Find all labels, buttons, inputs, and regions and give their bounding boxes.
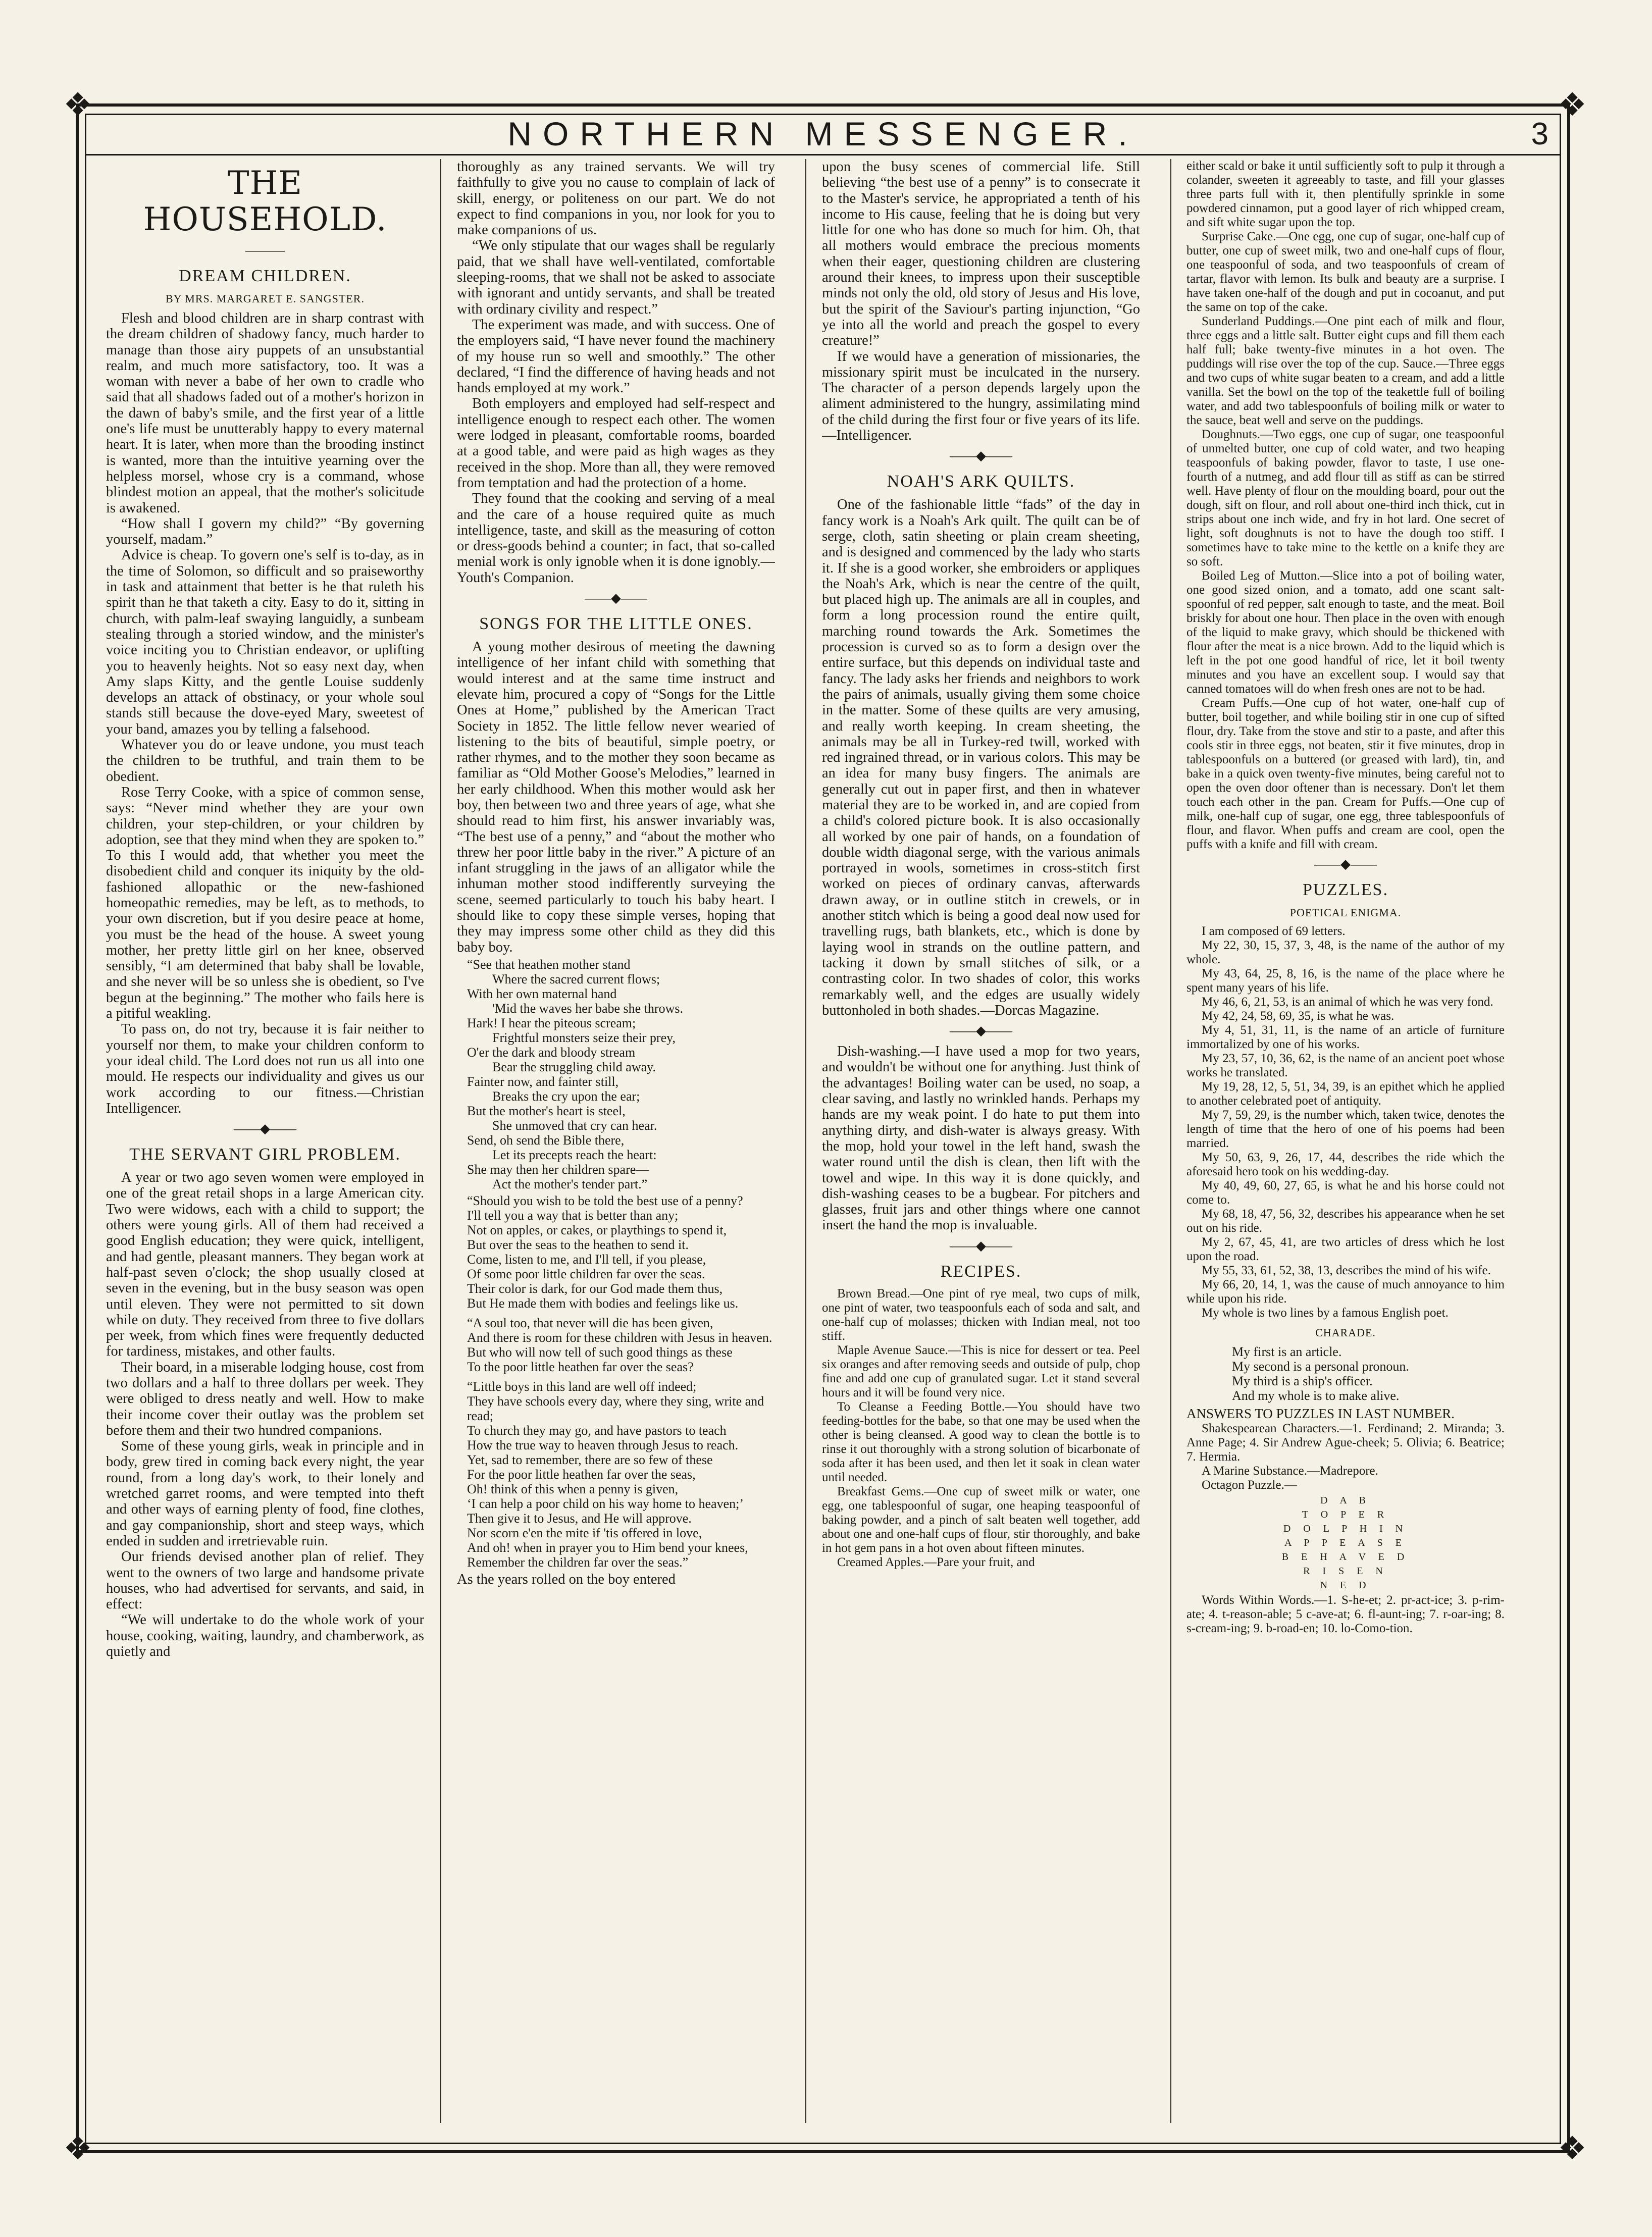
byline: BY MRS. MARGARET E. SANGSTER. bbox=[166, 292, 365, 305]
divider-ornament-icon: ——— bbox=[245, 243, 285, 257]
article-title: DREAM CHILDREN. bbox=[179, 267, 351, 285]
poem-line: With her own maternal hand bbox=[467, 986, 617, 1001]
paragraph: If we would have a generation of missionaries, the missionary spirit must be inculcated in the nursery. The character of a person depends largely upon the aliment administered to the hungry, assimilating mind of the child during the first four or five years of its life.—Intelligencer. bbox=[822, 348, 1140, 444]
article-title: RECIPES. bbox=[940, 1262, 1022, 1281]
enigma-line: My 42, 24, 58, 69, 35, is what he was. bbox=[1202, 1009, 1395, 1023]
octagon-row: D A B bbox=[1320, 1495, 1371, 1506]
recipe: To Cleanse a Feeding Bottle.—You should have two feeding-bottles for the babe, so that one may be used when the other is being cleansed. A good way to clean the bottle is to rinse it out thoroughly with a strong solution of bicarbonate of soda after it has been used, and then let it soak in clean water until needed. bbox=[822, 1399, 1140, 1484]
enigma-line: My 19, 28, 12, 5, 51, 34, 39, is an epithet which he applied to another celebrated poet of antiquity. bbox=[1186, 1080, 1505, 1108]
poem-line: But over the seas to the heathen to send it. bbox=[467, 1237, 689, 1252]
poem-line: Their color is dark, for our God made them thus, bbox=[467, 1281, 723, 1296]
poem-line: Of some poor little children far over the seas. bbox=[467, 1266, 705, 1281]
divider-ornament-icon: ——◆—— bbox=[234, 1121, 296, 1136]
recipe: Cream Puffs.—One cup of hot water, one-half cup of butter, boil together, and while boiling stir in one cup of sifted flour, dry. Take from the stove and stir to a paste, and after this cools stir in three eggs, not beaten, stir it five minutes, drop in tablespoonfuls on a buttered (or greased with lard), tin, and bake in a quick oven twenty-five minutes, being careful not to open the oven door oftener than is necessary. Don't let them touch each other in the pan. Cream for Puffs.—One cup of milk, one-half cup of sugar, one egg, three tablespoonfuls of flour, and flavor. When puffs and cream are cool, open the puffs with a knife and fill with cream. bbox=[1186, 696, 1505, 851]
paragraph: “How shall I govern my child?” “By governing yourself, madam.” bbox=[106, 515, 424, 548]
enigma-line: My 68, 18, 47, 56, 32, describes his appearance when he set out on his ride. bbox=[1186, 1207, 1505, 1235]
poem-line: 'Mid the waves her babe she throws. bbox=[492, 1001, 683, 1016]
enigma-line: I am composed of 69 letters. bbox=[1202, 924, 1346, 938]
answer: Shakespearean Characters.—1. Ferdinand; 2. Miranda; 3. Anne Page; 4. Sir Andrew Ague-cheek; 5. Olivia; 6. Beatrice; 7. Hermia. bbox=[1186, 1422, 1505, 1464]
column-divider bbox=[805, 159, 806, 2123]
paragraph: Dish-washing.—I have used a mop for two years, and wouldn't be without one for anything. Just think of the advantages! Boiling water can be used, no soap, a clear saving, and lastly no wrinkled hands. Perhaps my hands are my weak point. I do hate to put them into anything dirty, and dish-water is always greasy. With the mop, hold your towel in the left hand, swash the water round until the dish is clean, then lift with the towel and wipe. In this way it is done quickly, and dish-washing ceases to be a bugbear. For pitchers and glasses, fruit jars and other things where one cannot insert the hand the mop is invaluable. bbox=[822, 1044, 1140, 1233]
poem-line: “Should you wish to be told the best use of a penny? bbox=[467, 1193, 743, 1208]
paragraph: upon the busy scenes of commercial life. Still believing “the best use of a penny” is to consecrate it to the Master's service, he appropriated a tenth of his income to His cause, feeling that he is doing but very little for one who has done so much for him. Oh, that all mothers would embrace the precious moments when their eager, questioning children are clustering around their knees, to impress upon their susceptible minds not only the old, old story of Jesus and His love, but the spirit of the Saviour's parting injunction, “Go ye into all the world and preach the gospel to every creature!” bbox=[822, 159, 1140, 349]
divider-ornament-icon: ——◆—— bbox=[950, 1238, 1012, 1253]
recipe: Surprise Cake.—One egg, one cup of sugar, one-half cup of butter, one cup of sweet milk, two and one-half cups of flour, one teaspoonful of soda, and two teaspoonfuls of cream of tartar, flavor with lemon. Its bulk and beauty are a surprise. I have taken one-half of the dough and put in cocoanut, and put the same on top of the cake. bbox=[1186, 230, 1505, 314]
octagon-row: T O P E R bbox=[1302, 1509, 1389, 1521]
corner-ornament-icon: ❖ bbox=[63, 86, 92, 124]
poem-line: But who will now tell of such good things as these bbox=[467, 1344, 733, 1360]
recipe: Sunderland Puddings.—One pint each of milk and flour, three eggs and a little salt. Butter eight cups and fill them each half full; bake twenty-five minutes in a hot oven. The puddings will rise over the top of the cup. Sauce.—Three eggs and two cups of white sugar beaten to a cream, and add a little vanilla. Set the bowl on the top of the teakettle full of boiling water, and add two tablespoonfuls of boiling milk or water to the sauce, beat well and serve on the puddings. bbox=[1186, 315, 1505, 427]
divider-ornament-icon: ——◆—— bbox=[950, 448, 1012, 463]
poem-line: Yet, sad to remember, there are so few of these bbox=[467, 1452, 713, 1467]
column-4 bbox=[1186, 159, 1505, 2123]
poem bbox=[467, 1193, 775, 1570]
poem-line: I'll tell you a way that is better than any; bbox=[467, 1208, 679, 1223]
poem-line: Send, oh send the Bible there, bbox=[467, 1132, 625, 1148]
poem-line: Hark! I hear the piteous scream; bbox=[467, 1015, 636, 1030]
octagon-row: N E D bbox=[1320, 1580, 1371, 1591]
poem-line: She unmoved that cry can hear. bbox=[492, 1118, 657, 1133]
paragraph: They found that the cooking and serving of a meal and the care of a house required quite as much intelligence, taste, and skill as the measuring of cotton or dress-goods behind a counter; in fact, that so-called menial work is only ignoble when it is done ignobly.—Youth's Companion. bbox=[457, 491, 775, 586]
poem-line: O'er the dark and bloody stream bbox=[467, 1045, 636, 1060]
divider-ornament-icon: ——◆—— bbox=[1314, 857, 1377, 871]
paragraph: The experiment was made, and with success. One of the employers said, “I have never found the machinery of my house run so well and smoothly.” The other declared, “I find the difference of having heads and not hands employed at my work.” bbox=[457, 317, 775, 396]
recipe: Boiled Leg of Mutton.—Slice into a pot of boiling water, one good sized onion, and a tomato, add one scant salt-spoonful of red pepper, salt enough to taste, and the meat. Boil briskly for about one hour. Then place in the oven with enough of the liquid to make gravy, which should be thickened with flour after the meat is a nice brown. Add to the liquid which is left in the pot one good handful of rice, let it boil twenty minutes and you have an excellent soup. I would say that canned tomatoes will do when fresh ones are not to be had. bbox=[1186, 569, 1505, 696]
page-number: 3 bbox=[1531, 117, 1548, 151]
poem-line: Then give it to Jesus, and He will approve. bbox=[467, 1511, 692, 1526]
subheading: POETICAL ENIGMA. bbox=[1289, 906, 1402, 919]
charade-line: My second is a personal pronoun. bbox=[1232, 1359, 1409, 1374]
poem-line: But the mother's heart is steel, bbox=[467, 1103, 626, 1118]
paragraph: Both employers and employed had self-respect and intelligence enough to respect each other. The women were lodged in pleasant, comfortable rooms, boarded at a good table, and were paid as high wages as they received in the shop. More than all, they were removed from temptation and had the protection of a home. bbox=[457, 396, 775, 491]
article-title: SONGS FOR THE LITTLE ONES. bbox=[479, 614, 753, 634]
charade-line: My first is an article. bbox=[1232, 1344, 1342, 1359]
masthead-rule bbox=[86, 154, 1560, 155]
subheading: CHARADE. bbox=[1315, 1326, 1376, 1339]
column-divider bbox=[440, 159, 441, 2123]
paragraph: A young mother desirous of meeting the dawning intelligence of her infant child with something that would interest and at the same time instruct and elevate him, procured a copy of “Songs for the Little Ones at Home,” published by the American Tract Society in 1852. The little fellow never wearied of listening to the bits of beautiful, simple poetry, or rather rhymes, and to the mother they soon became as familiar as “Old Mother Goose's Melodies,” learned in her early childhood. When this mother would ask her boy, then between two and three years of age, what she should read to him first, his answer invariably was, “The best use of a penny,” and “about the mother who threw her poor little baby in the river.” A picture of an infant struggling in the jaws of an alligator while the inhuman mother stood indifferently surveying the scene, seemed particularly to touch his baby heart. I should like to copy these simple verses, hoping that they may impress some other child as they did this baby boy. bbox=[457, 639, 775, 955]
charade bbox=[1232, 1344, 1505, 1403]
recipe: Maple Avenue Sauce.—This is nice for dessert or tea. Peel six oranges and after removing seeds and outside of pulp, chop fine and add one cup of granulated sugar. Let it stand several hours and it will be found very nice. bbox=[822, 1343, 1140, 1399]
poem-line: Breaks the cry upon the ear; bbox=[492, 1088, 640, 1104]
column-divider bbox=[1170, 159, 1171, 2123]
answer: A Marine Substance.—Madrepore. bbox=[1202, 1464, 1378, 1478]
article-title: THE SERVANT GIRL PROBLEM. bbox=[129, 1145, 401, 1164]
enigma-line: My 66, 20, 14, 1, was the cause of much annoyance to him while upon his ride. bbox=[1186, 1278, 1505, 1306]
poem-line: And oh! when in prayer you to Him bend your knees, bbox=[467, 1540, 748, 1555]
poem-line: “See that heathen mother stand bbox=[467, 957, 631, 972]
paragraph: Our friends devised another plan of relief. They went to the owners of two large and handsome private houses, who had advertised for servants, and said, in effect: bbox=[106, 1549, 424, 1612]
paragraph: Their board, in a miserable lodging house, cost from two dollars and a half to three dollars per week. They were obliged to dress neatly and well. How to make their income cover their outlay was the problem set before them and their two hundred companions. bbox=[106, 1359, 424, 1438]
poem-line: But He made them with bodies and feelings like us. bbox=[467, 1295, 739, 1311]
poem-line: Nor scorn e'en the mite if 'tis offered in love, bbox=[467, 1525, 702, 1540]
paragraph: Advice is cheap. To govern one's self is to-day, as in the time of Solomon, so difficult and so praiseworthy in task and attainment that better is he that ruleth his spirit than he that taketh a city. Easy to do it, sitting in church, with palm-leaf swaying languidly, a sunbeam stealing through a storied window, and the minister's voice inciting you to Christian endeavor, or uplifting you to heavenly heights. Not so easy next day, when Amy slaps Kitty, and the gentle Louise suddenly develops an attack of obstinacy, or your whole soul stands still because the dove-eyed Mary, sweetest of your band, amazes you by telling a falsehood. bbox=[106, 547, 424, 737]
enigma-line: My 4, 51, 31, 11, is the name of an article of furniture immortalized by one of his works. bbox=[1186, 1023, 1505, 1051]
octagon-row: A P P E A S E bbox=[1284, 1537, 1407, 1549]
poem bbox=[467, 957, 775, 1191]
recipe: Breakfast Gems.—One cup of sweet milk or water, one egg, one tablespoonful of sugar, one heaping teaspoonful of baking powder, and a pinch of salt beaten well together, add about one and one-half cups of flour, stir thoroughly, and bake in hot gem pans in a hot oven about fifteen minutes. bbox=[822, 1484, 1140, 1555]
enigma-line: My whole is two lines by a famous English poet. bbox=[1202, 1306, 1449, 1320]
poem-line: She may then her children spare— bbox=[467, 1162, 649, 1177]
poem-line: “A soul too, that never will die has been given, bbox=[467, 1315, 713, 1330]
corner-ornament-icon: ❖ bbox=[63, 2130, 92, 2167]
paragraph: One of the fashionable little “fads” of the day in fancy work is a Noah's Ark quilt. The quilt can be of serge, cloth, satin sheeting or plain cream sheeting, and is designed and commenced by the lady who starts it. If she is a good worker, she embroiders or appliques the Noah's Ark, which is near the centre of the quilt, but placed high up. The animals are all in couples, and form a long procession round the entire quilt, marching round towards the Ark. Sometimes the procession is curved so as to form a design over the entire surface, but this depends on individual taste and fancy. The lady asks her friends and neighbors to work the pairs of animals, usually giving them some choice in the matter. Some of these quilts are very amusing, and really worth keeping. In cream sheeting, the animals may be all in Turkey-red twill, worked with red ingrained thread, or in various colors. This may be an idea for many busy fingers. The animals are generally cut out in paper first, and then in whatever material they are to be worked in, and are copied from a child's colored picture book. It is also occasionally all worked by one pair of hands, on a foundation of double width diagonal serge, with the various animals portrayed in wools, sometimes in cross-stitch first worked on pieces of ordinary canvas, afterwards drawn away, or in outline stitch in crewels, or in another stitch which is being a good deal now used for travelling rugs, bath blankets, etc., which is done by laying wool in strands on the outline pattern, and tacking it down by small stitches of silk, or a contrasting color. In two shades of color, this works remarkably well, and the edges are usually widely buttonholed in both shades.—Dorcas Magazine. bbox=[822, 497, 1140, 1018]
column-1 bbox=[106, 159, 424, 2123]
column-2 bbox=[457, 159, 775, 2123]
poem-line: “Little boys in this land are well off indeed; bbox=[467, 1379, 697, 1394]
poem-line: For the poor little heathen far over the seas, bbox=[467, 1467, 696, 1482]
divider-ornament-icon: ——◆—— bbox=[585, 591, 647, 606]
answers-title: ANSWERS TO PUZZLES IN LAST NUMBER. bbox=[1186, 1406, 1455, 1421]
paragraph: “We will undertake to do the whole work of your house, cooking, waiting, laundry, and chamberwork, as quietly and bbox=[106, 1612, 424, 1660]
paragraph: To pass on, do not try, because it is fair neither to yourself nor them, to make your children conform to your ideal child. The Lord does not run us all into one mould. He respects our individuality and gives us our work according to our fitness.—Christian Intelligencer. bbox=[106, 1021, 424, 1116]
poem-line: Oh! think of this when a penny is given, bbox=[467, 1481, 679, 1496]
enigma-line: My 43, 64, 25, 8, 16, is the name of the place where he spent many years of his life. bbox=[1186, 967, 1505, 995]
section-title: THE HOUSEHOLD. bbox=[143, 165, 387, 238]
enigma-line: My 23, 57, 10, 36, 62, is the name of an ancient poet whose works he translated. bbox=[1186, 1052, 1505, 1079]
article-title: NOAH'S ARK QUILTS. bbox=[887, 472, 1075, 491]
poem-line: Act the mother's tender part.” bbox=[492, 1176, 648, 1191]
poem-line: Fainter now, and fainter still, bbox=[467, 1074, 619, 1089]
paragraph: Rose Terry Cooke, with a spice of common sense, says: “Never mind whether they are your own children, your step-children, or your children by adoption, see that they mind when they are spoken to.” To this I would add, that whether you meet the disobedient child and conquer its iniquity by the old-fashioned allopathic or the new-fashioned homeopathic remedies, may be left, as to methods, to your own discretion, but if you desire peace at home, you must be the head of the house. A sweet young mother, her pretty little girl on her knee, observed sensibly, “I am determined that baby shall be lovable, and she never will be so unless she is obedient, so I've begun at the beginning.” The mother who fails here is a pitiful weakling. bbox=[106, 784, 424, 1022]
recipe: Doughnuts.—Two eggs, one cup of sugar, one teaspoonful of unmelted butter, one cup of cold water, and two heaping teaspoonfuls of baking powder, flavor to taste, I use one-fourth of a nutmeg, and add flour till as stiff as can be stirred well. Have plenty of flour on the moulding board, pour out the dough, sift on flour, and roll about one-third inch thick, cut in strips about one inch wide, and fry in hot lard. One secret of light, soft doughnuts is not to have the dough too stiff. I sometimes have to take mine to the kettle on a knife they are so soft. bbox=[1186, 428, 1505, 568]
enigma-line: My 55, 33, 61, 52, 38, 13, describes the mind of his wife. bbox=[1202, 1264, 1491, 1277]
enigma-line: My 7, 59, 29, is the number which, taken twice, denotes the length of time that the hero of one of his poems had been married. bbox=[1186, 1108, 1505, 1150]
poem-line: To the poor little heathen far over the seas? bbox=[467, 1359, 694, 1374]
article-title: PUZZLES. bbox=[1303, 880, 1388, 899]
poem-line: Where the sacred current flows; bbox=[492, 971, 660, 986]
divider-ornament-icon: ——◆—— bbox=[950, 1023, 1012, 1038]
paragraph: As the years rolled on the boy entered bbox=[457, 1571, 676, 1587]
octagon-row: R I S E N bbox=[1303, 1566, 1388, 1577]
poem-line: Not on apples, or cakes, or playthings to spend it, bbox=[467, 1222, 727, 1237]
poem-line: They have schools every day, where they sing, write and read; bbox=[467, 1393, 764, 1423]
poem-line: Come, listen to me, and I'll tell, if you please, bbox=[467, 1252, 706, 1267]
corner-ornament-icon: ❖ bbox=[1558, 86, 1587, 124]
corner-ornament-icon: ❖ bbox=[1558, 2130, 1587, 2167]
poem-line: Remember the children far over the seas.” bbox=[467, 1554, 689, 1570]
poem-line: Let its precepts reach the heart: bbox=[492, 1147, 657, 1162]
paragraph: A year or two ago seven women were employed in one of the great retail shops in a large American city. Two were widows, each with a child to support; the others were young girls. All of them had received a good English education; they were quick, intelligent, and had gentle, pleasant manners. They began work at half-past seven o'clock; the shop usually closed at seven in the evening, but in the busy season was open until eleven. They were not permitted to sit down while on duty. They received from three to five dollars per week, from which fines were frequently deducted for tardiness, mistakes, and other faults. bbox=[106, 1170, 424, 1360]
poem-line: And there is room for these children with Jesus in heaven. bbox=[467, 1330, 772, 1345]
answer: Octagon Puzzle.— bbox=[1202, 1478, 1297, 1492]
enigma-line: My 22, 30, 15, 37, 3, 48, is the name of the author of my whole. bbox=[1186, 939, 1505, 966]
poem-line: ‘I can help a poor child on his way home to heaven;’ bbox=[467, 1496, 744, 1511]
octagon-row: D O L P H I N bbox=[1283, 1523, 1408, 1535]
enigma-line: My 50, 63, 9, 26, 17, 44, describes the ride which the aforesaid hero took on his wedding-day. bbox=[1186, 1151, 1505, 1178]
answer: Words Within Words.—1. S-he-et; 2. pr-act-ice; 3. p-rim-ate; 4. t-reason-able; 5 c-ave-at; 6. fl-aunt-ing; 7. r-oar-ing; 8. s-cream-ing; 9. b-road-en; 10. lo-Como-tion. bbox=[1186, 1593, 1505, 1636]
poem-line: Frightful monsters seize their prey, bbox=[492, 1030, 676, 1045]
enigma-line: My 46, 6, 21, 53, is an animal of which he was very fond. bbox=[1202, 995, 1493, 1009]
paragraph: “We only stipulate that our wages shall be regularly paid, that we shall have well-ventilated, comfortable sleeping-rooms, that we shall not be asked to associate with ignorant and untidy servants, and shall be treated with ordinary civility and respect.” bbox=[457, 238, 775, 317]
poem-line: Bear the struggling child away. bbox=[492, 1059, 656, 1074]
paragraph: Flesh and blood children are in sharp contrast with the dream children of shadowy fancy, much harder to manage than those airy puppets of an unsubstantial realm, and much more satisfactory, too. It was a woman with never a babe of her own to cradle who said that all shadows faded out of a mother's horizon in the dawn of baby's smile, and the first year of a little one's life must be unutterably happy to every maternal heart. It is later, when more than the brooding instinct is wanted, more than the intuitive yearning over the helpless morsel, whose cry is a command, whose blindest motion an appeal, that the mother's solicitude is awakened. bbox=[106, 310, 424, 516]
poem-line: How the true way to heaven through Jesus to reach. bbox=[467, 1437, 739, 1452]
octagon-row: B E H A V E D bbox=[1281, 1551, 1410, 1563]
paragraph: thoroughly as any trained servants. We will try faithfully to give you no cause to complain of lack of skill, energy, or politeness on our part. We do not expect to find companions in you, nor look for you to make companions of us. bbox=[457, 159, 775, 238]
paragraph: Whatever you do or leave undone, you must teach the children to be truthful, and train them to be obedient. bbox=[106, 737, 424, 785]
paragraph: Some of these young girls, weak in principle and in body, grew tired in coming back every night, the year round, from a long day's work, to their lonely and wretched garret rooms, and were tempted into theft and other ways of earning plenty of food, fine clothes, and gay companionship, short and steep ways, which ended in sudden and irretrievable ruin. bbox=[106, 1438, 424, 1549]
poem-line: To church they may go, and have pastors to teach bbox=[467, 1423, 727, 1438]
masthead-title: NORTHERN MESSENGER. bbox=[507, 115, 1139, 152]
recipe: Creamed Apples.—Pare your fruit, and bbox=[837, 1555, 1035, 1569]
column-3 bbox=[822, 159, 1140, 2123]
octagon-puzzle bbox=[1186, 1494, 1505, 1591]
recipe: either scald or bake it until sufficiently soft to pulp it through a colander, sweeten it agreeably to taste, and fill your glasses three parts full with it, then plentifully sprinkle in some powdered cinnamon, put a good layer of rich whipped cream, and sift white sugar upon the top. bbox=[1186, 159, 1505, 229]
enigma-line: My 2, 67, 45, 41, are two articles of dress which he lost upon the road. bbox=[1186, 1235, 1505, 1263]
charade-line: My third is a ship's officer. bbox=[1232, 1374, 1373, 1388]
recipe: Brown Bread.—One pint of rye meal, two cups of milk, one pint of water, two teaspoonfuls each of soda and salt, and one-half cup of molasses; thicken with Indian meal, not too stiff. bbox=[822, 1286, 1140, 1343]
charade-line: And my whole is to make alive. bbox=[1232, 1388, 1400, 1403]
enigma-line: My 40, 49, 60, 27, 65, is what he and his horse could not come to. bbox=[1186, 1179, 1505, 1207]
